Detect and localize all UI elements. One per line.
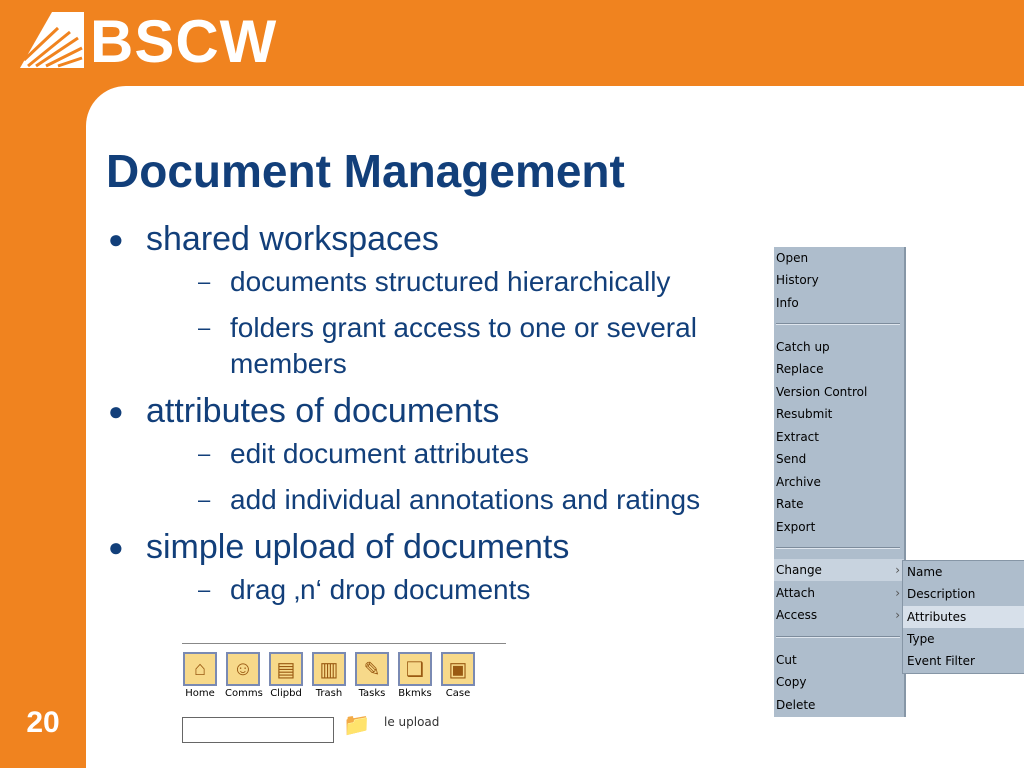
sub-bullet-item — [146, 264, 786, 300]
toolbar-label: Case — [445, 688, 471, 699]
logo-text: BSCW — [90, 8, 278, 75]
submenu-item-attributes[interactable]: Attributes — [903, 606, 1024, 628]
upload-label: le upload — [384, 715, 440, 729]
toolbar-label: Trash — [315, 688, 343, 699]
toolbar-comms-button[interactable] — [225, 652, 261, 699]
page-title: Document Management — [106, 145, 625, 197]
menu-item-rate[interactable]: Rate — [776, 497, 804, 511]
people-icon: ☺ — [226, 652, 260, 686]
menu-item-resubmit[interactable]: Resubmit — [776, 407, 833, 421]
bullet-item — [106, 220, 786, 382]
sub-bullet-text: folders grant access to one or several members — [230, 312, 697, 379]
submenu-item-description[interactable]: Description — [907, 587, 976, 601]
sub-bullet-item — [146, 310, 786, 382]
sub-bullet-text: documents structured hierarchically — [230, 266, 671, 297]
bullet-text: attributes of documents — [146, 392, 500, 430]
clipboard-icon: ▤ — [269, 652, 303, 686]
tasks-icon: ✎ — [355, 652, 389, 686]
toolbar-clipbd-button[interactable] — [268, 652, 304, 699]
bullet-item — [106, 392, 786, 518]
bscw-logo-icon — [18, 8, 88, 72]
trash-icon: ▥ — [312, 652, 346, 686]
case-icon: ▣ — [441, 652, 475, 686]
sub-bullet-text: add individual annotations and ratings — [230, 484, 701, 515]
menu-item-version-control[interactable]: Version Control — [776, 385, 868, 399]
menu-item-label: Change — [776, 563, 822, 577]
menu-item-export[interactable]: Export — [776, 520, 816, 534]
menu-item-extract[interactable]: Extract — [776, 430, 819, 444]
submenu-item-name[interactable]: Name — [907, 565, 943, 579]
sub-bullet-list — [146, 264, 786, 382]
menu-separator — [776, 636, 900, 638]
bullet-item — [106, 528, 786, 608]
sub-bullet-item — [146, 482, 786, 518]
toolbar-bkmks-button[interactable] — [397, 652, 433, 699]
chevron-right-icon: › — [895, 563, 900, 577]
menu-item-history[interactable]: History — [776, 273, 819, 287]
sub-bullet-text: edit document attributes — [230, 438, 529, 469]
submenu-item-type[interactable]: Type — [907, 632, 935, 646]
page-number: 20 — [26, 706, 60, 739]
toolbar-label: Comms — [225, 688, 263, 699]
menu-item-catch-up[interactable]: Catch up — [776, 340, 830, 354]
toolbar-label: Bkmks — [398, 688, 432, 699]
sub-bullet-text: drag ‚n‘ drop documents — [230, 574, 531, 605]
bscw-logo — [18, 8, 308, 75]
menu-item-copy[interactable]: Copy — [776, 675, 807, 689]
menu-item-attach[interactable] — [774, 582, 904, 604]
sub-bullet-list — [146, 436, 786, 518]
menu-item-archive[interactable]: Archive — [776, 475, 821, 489]
menu-item-access[interactable] — [774, 604, 904, 626]
toolbar-case-button[interactable] — [440, 652, 476, 699]
sub-bullet-item — [146, 572, 786, 608]
sub-bullet-item — [146, 436, 786, 472]
context-menu — [774, 247, 906, 717]
menu-item-open[interactable]: Open — [776, 251, 809, 265]
toolbar-trash-button[interactable] — [311, 652, 347, 699]
toolbar-tasks-button[interactable] — [354, 652, 390, 699]
toolbar-label: Tasks — [358, 688, 386, 699]
chevron-right-icon: › — [895, 608, 900, 622]
menu-item-label: Access — [776, 608, 818, 622]
sub-bullet-list — [146, 572, 786, 608]
change-submenu — [902, 560, 1024, 674]
bullet-list — [106, 220, 786, 618]
menu-separator — [776, 323, 900, 325]
menu-item-send[interactable]: Send — [776, 452, 807, 466]
toolbar-row — [182, 652, 483, 699]
menu-item-change[interactable] — [774, 559, 904, 581]
submenu-item-event-filter[interactable]: Event Filter — [907, 654, 975, 668]
toolbar-label: Home — [185, 688, 215, 699]
upload-input[interactable] — [182, 717, 334, 743]
menu-item-delete[interactable]: Delete — [776, 698, 816, 712]
menu-separator — [776, 547, 900, 549]
chevron-right-icon: › — [895, 586, 900, 600]
menu-item-label: Attach — [776, 586, 815, 600]
menu-item-info[interactable]: Info — [776, 296, 799, 310]
toolbar-home-button[interactable] — [182, 652, 218, 699]
bookmarks-icon: ❑ — [398, 652, 432, 686]
workspace-toolbar — [182, 643, 506, 706]
folder-document-icon[interactable]: 📁 — [343, 712, 371, 737]
menu-item-cut[interactable]: Cut — [776, 653, 797, 667]
home-icon: ⌂ — [183, 652, 217, 686]
menu-item-replace[interactable]: Replace — [776, 362, 824, 376]
bullet-text: shared workspaces — [146, 220, 439, 258]
bullet-text: simple upload of documents — [146, 528, 570, 566]
header — [0, 0, 1024, 86]
toolbar-label: Clipbd — [270, 688, 302, 699]
